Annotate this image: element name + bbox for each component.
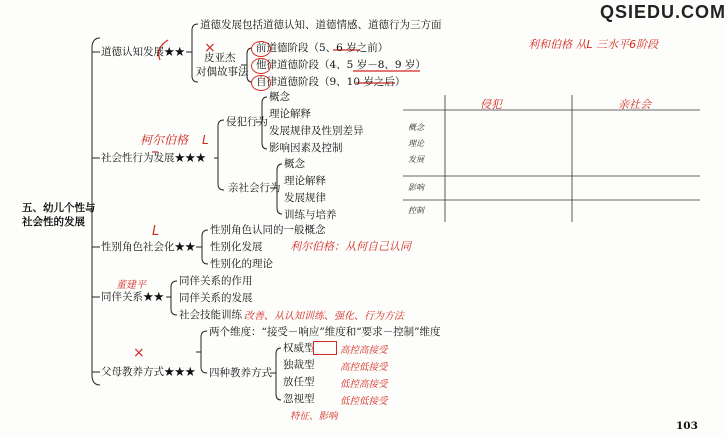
annotation-peer: 董建平 xyxy=(116,280,146,291)
moral-method: 对偶故事法 xyxy=(196,66,249,78)
annotation-social-skill: 改善、从认知训练、强化、行为方法 xyxy=(244,311,404,322)
parent-note: 低控高接受 xyxy=(340,379,388,390)
parent-four-types: 四种教养方式 xyxy=(209,367,272,379)
parent-title: 父母教养方式★★★ xyxy=(101,366,196,378)
offensive-item: 概念 xyxy=(269,91,290,103)
root-title-line1: 五、幼儿个性与 xyxy=(22,202,96,214)
highlight-box xyxy=(313,341,337,355)
circle-mark xyxy=(251,41,271,57)
prosocial-item: 概念 xyxy=(284,158,305,170)
circle-mark xyxy=(251,58,271,74)
table-col2-header: 亲社会 xyxy=(618,98,651,111)
prosocial-title: 亲社会行为 xyxy=(228,182,281,194)
table-row-label: 影响 xyxy=(408,183,424,192)
social-title: 社会性行为发展★★★ xyxy=(101,152,206,164)
annotation-kohlberg: 柯尔伯格 xyxy=(140,133,189,147)
annotation-x-mark: × xyxy=(133,345,145,361)
parent-type: 忽视型 xyxy=(283,393,315,405)
parent-type: 放任型 xyxy=(283,376,315,388)
offensive-title: 侵犯行为 xyxy=(226,116,268,128)
table-row-label: 概念 xyxy=(408,123,424,132)
prosocial-item: 理论解释 xyxy=(284,175,326,187)
table-row-label: 发展 xyxy=(408,155,424,164)
prosocial-item: 训练与培养 xyxy=(284,209,337,221)
parent-note-tail: 特征、影响 xyxy=(290,411,338,422)
moral-author: 皮亚杰 xyxy=(204,52,236,64)
circle-mark xyxy=(251,75,271,91)
annotation-kohlberg-stages: 利和伯格 从L 三水平6阶段 xyxy=(528,38,659,51)
site-logo: QSIEDU.COM xyxy=(600,2,726,22)
moral-stage2: 他律道德阶段（4、5 岁－8、9 岁） xyxy=(256,59,426,71)
moral-title: 道德认知发展★★ xyxy=(101,46,185,58)
offensive-item: 理论解释 xyxy=(269,108,311,120)
moral-item1: 道德发展包括道德认知、道德情感、道德行为三方面 xyxy=(200,19,442,31)
moral-stage3: 自律道德阶段（9、10 岁之后） xyxy=(256,76,406,88)
offensive-item: 影响因素及控制 xyxy=(269,142,343,154)
table-row-label: 控制 xyxy=(408,206,424,215)
gender-item: 性别化发展 xyxy=(210,241,263,253)
gender-item: 性别化的理论 xyxy=(210,258,273,270)
parent-note: 低控低接受 xyxy=(340,396,388,407)
moral-stage1: 前道德阶段（5、6 岁之前） xyxy=(256,42,389,54)
prosocial-item: 发展规律 xyxy=(284,192,326,204)
table-row-label: 理论 xyxy=(408,139,424,148)
gender-title: 性别角色社会化★★ xyxy=(101,241,196,253)
gender-item: 性别角色认同的一般概念 xyxy=(210,224,326,236)
page-number: 103 xyxy=(676,420,698,432)
peer-item: 同伴关系的作用 xyxy=(179,275,253,287)
parent-dimensions: 两个维度：“接受－响应”维度和“要求－控制”维度 xyxy=(209,326,441,338)
root-title-line2: 社会性的发展 xyxy=(22,216,85,228)
parent-note: 高控低接受 xyxy=(340,362,388,373)
annotation-gender-theory: 利尔伯格：从何自己认同 xyxy=(290,240,411,253)
annotation-l-mark: L xyxy=(202,133,209,147)
parent-type: 权威型 xyxy=(283,342,315,354)
annotation-x-mark: × xyxy=(204,40,216,56)
peer-item: 同伴关系的发展 xyxy=(179,292,253,304)
peer-title: 同伴关系★★ xyxy=(101,291,164,303)
parent-note: 高控高接受 xyxy=(340,345,388,356)
offensive-item: 发展规律及性别差异 xyxy=(269,125,364,137)
annotation-l-mark: L xyxy=(152,224,160,239)
table-col1-header: 侵犯 xyxy=(480,98,502,111)
peer-item: 社会技能训练 xyxy=(179,309,242,321)
parent-type: 独裁型 xyxy=(283,359,315,371)
